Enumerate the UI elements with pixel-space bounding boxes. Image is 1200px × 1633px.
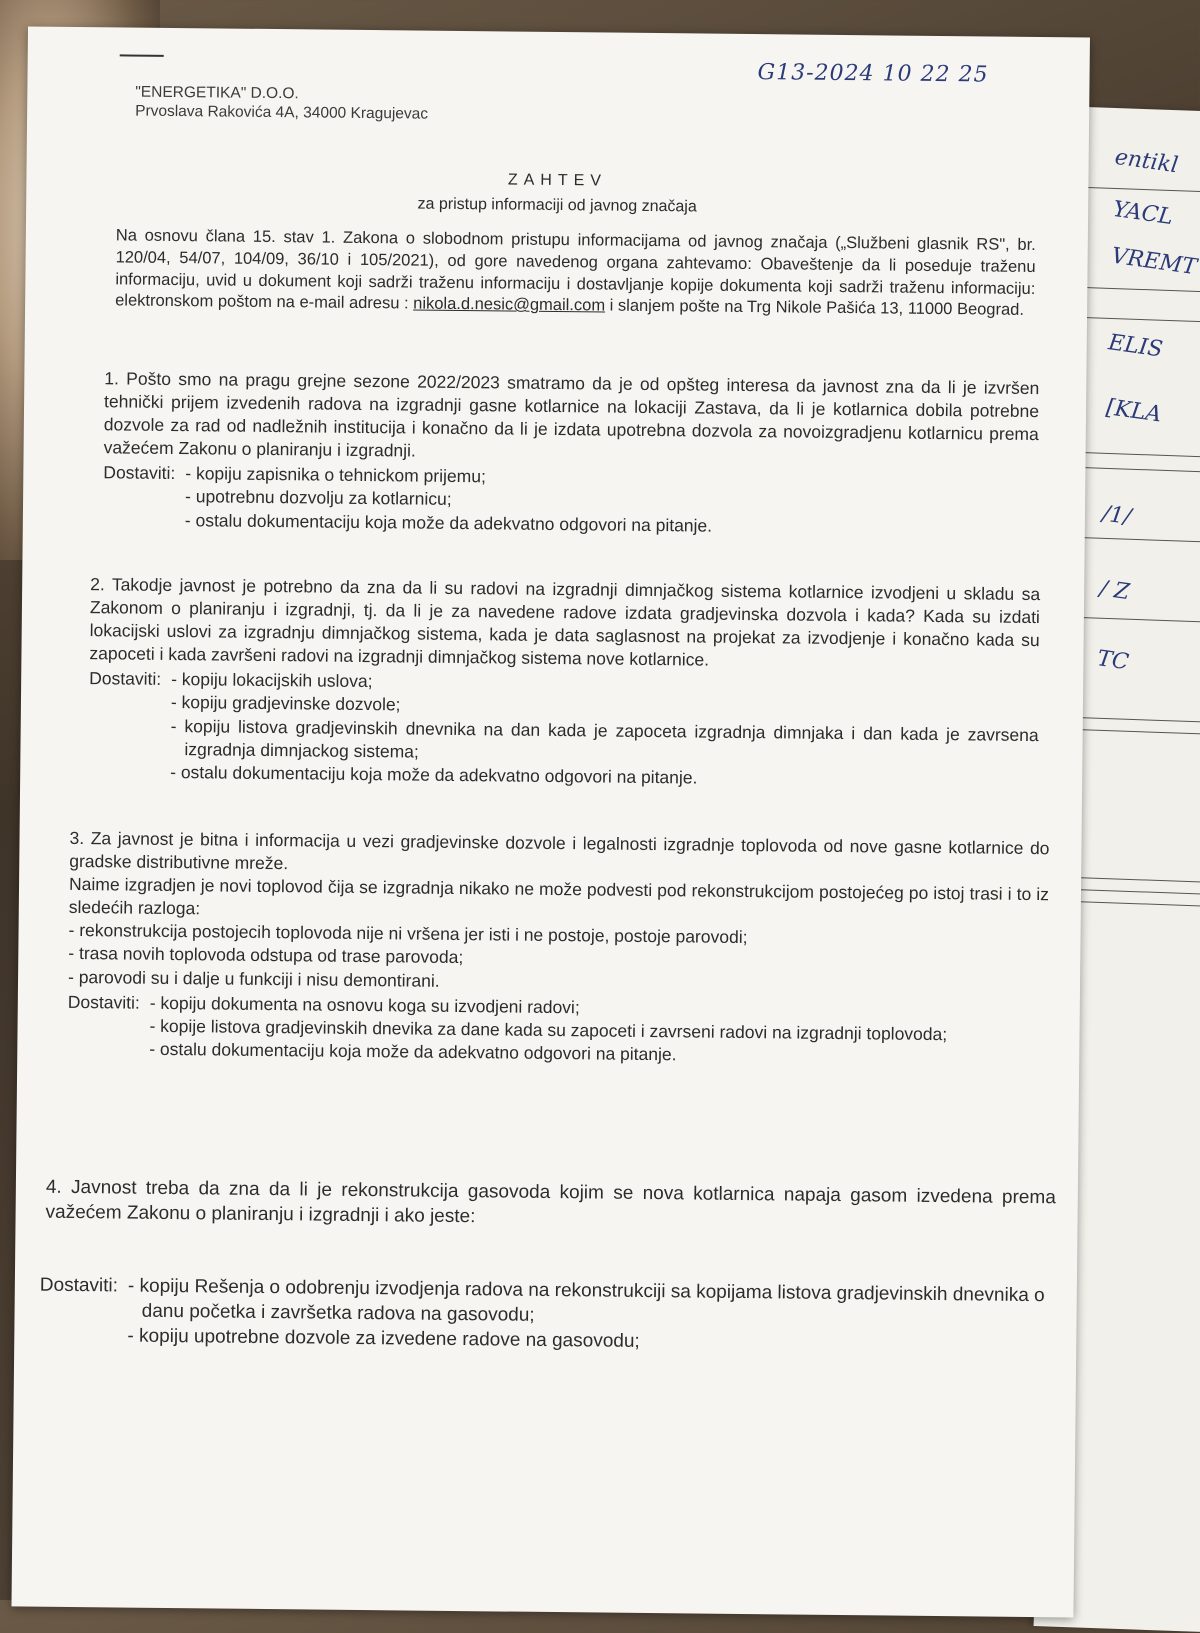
dostaviti-block [67, 991, 1048, 1071]
margin-note: /1/ [1100, 501, 1133, 531]
margin-note: ELIS [1106, 330, 1165, 363]
list-item: - ostalu dokumentaciju koja može da adekvatno odgovori na pitanje. [170, 761, 698, 788]
section-1 [103, 367, 1040, 540]
list-item: - ostalu dokumentaciju koja može da adekvatno odgovori na pitanje. [184, 509, 713, 536]
divider [1072, 537, 1200, 544]
section-3 [67, 827, 1049, 1070]
title: ZAHTEV [507, 171, 608, 190]
list-item: - kopiju gradjevinske dozvole; [170, 692, 401, 715]
divider [1074, 467, 1200, 474]
divider [1065, 729, 1200, 736]
list-item: - upotrebnu dozvolju za kotlarnicu; [184, 486, 452, 510]
document-title [26, 164, 1088, 221]
dostaviti-list [185, 462, 713, 537]
list-item: - kopiju Rešenja o odobrenju izvodjenja radova na rekonstrukciji sa kopijama listova gradjevinskih dnevnika o danu početka i završetka radova na gasovodu; [127, 1275, 1045, 1326]
dostaviti-label: Dostaviti: [89, 668, 162, 690]
section-4-list [39, 1271, 1050, 1359]
list-item: - kopiju listova gradjevinskih dnevnika na dan kada je zapoceta izgradnja dimnjaka i dan kada je zavrsena izgradnja dimnjackog sistema; [170, 715, 1039, 762]
section-text: 1. Pošto smo na pragu grejne sezone 2022/2023 smatramo da je od opšteg interesa da javnost zna da li je izvršen tehnički prijem izvedenih radova na izgradnji gasne kotlarnice na lokaciji Zastava, da li je kotlarnica dobila potrebne dozvole za rad od nadležnih institucija i konačno da li je izdata upotrebna dozvola za novoizgradjenu kotlarnicu prema važećem Zakonu o planiranju i izgradnji. [103, 368, 1040, 461]
handwritten-stamp: G13-2024 10 22 25 [757, 60, 989, 88]
document-page [11, 26, 1089, 1617]
section-text: 3. Za javnost je bitna i informacija u vezi gradjevinske dozvole i legalnosti izgradnje toplovoda od nove gasne kotlarnice do gradske distributivne mreže. [69, 827, 1050, 874]
list-item: - kopiju lokacijskih uslova; [171, 669, 373, 692]
margin-note: VREMT [1109, 243, 1199, 281]
reasons-list [68, 919, 1049, 999]
margin-note: TC [1095, 646, 1131, 676]
dostaviti-block [103, 462, 1039, 541]
margin-note: [KLA [1104, 395, 1163, 428]
dostaviti-block [39, 1273, 1050, 1359]
section-text: 2. Takodje javnost je potrebno da zna da li su radovi na izgradnji dimnjačkog sistema kotlarnice izvodjeni u skladu sa Zakonom o planiranju i izgradnji, tj. da li je za navedene radove izdata gradjevinska dozvola i kada? Kada su izdati lokacijski uslovi za izgradnju dimnjačkog sistema, kada je data saglasnost na projekat za izvodjenje i konačno kada su zapoceti i kada završeni radovi na izgradnji dimnjačkog sistema nove kotlarnice. [89, 574, 1041, 670]
list-item: - ostalu dokumentaciju koja može da adekvatno odgovori na pitanje. [149, 1038, 677, 1065]
margin-note: / Z [1098, 576, 1132, 606]
section-4 [45, 1175, 1055, 1236]
divider [1065, 717, 1200, 724]
intro-text: Na osnovu člana 15. stav 1. Zakona o slobodnom pristupu informacijama od javnog značaja („Službeni glasnik RS", br. 120/04, 54/07, 104/09, 36/10 i 105/2021), od gore navedenog organa zahtevamo: Obaveštenje da li poseduje traženu informaciju, uvid u dokument koji sadrži traženu informaciju i dostavljanje kopije dokumenta koji sadrži traženu informaciju: elektronskom poštom na e-mail adresu : [115, 226, 1036, 313]
organization-name: "ENERGETIKA" D.O.O. [135, 83, 299, 103]
list-item: - kopije listova gradjevinskih dnevika za dane kada su zapoceti i zavrseni radovi na izgradnji toplovoda; [149, 1015, 948, 1044]
section-text: 4. Javnost treba da zna da li je rekonstrukcija gasovoda kojim se nova kotlarnica napaja gasom izvedena prema važećem Zakonu o planiranju i izgradnji i ako jeste: [45, 1176, 1056, 1228]
section-text-2: Naime izgradjen je novi toplovod čija se izgradnja nikako ne može podvesti pod rekonstrukcijom postojećeg po istoj trasi i to iz sledećih razloga: [68, 874, 1050, 919]
email-link[interactable]: nikola.d.nesic@gmail.com [413, 294, 606, 315]
list-item: - kopiju upotrebne dozvole za izvedene radove na gasovodu; [127, 1325, 640, 1353]
list-item: - kopiju dokumenta na osnovu koga su izvodjeni radovi; [149, 992, 580, 1017]
divider [1075, 452, 1200, 459]
divider [1084, 187, 1200, 194]
dostaviti-label: Dostaviti: [103, 462, 176, 484]
dostaviti-list [127, 1274, 1050, 1359]
dostaviti-block [88, 667, 1039, 792]
divider [1069, 617, 1200, 624]
organization-address: Prvoslava Rakovića 4A, 34000 Kragujevac [135, 102, 429, 124]
list-item: - parovodi su i dalje u funkciji i nisu demontirani. [67, 966, 440, 991]
dostaviti-label: Dostaviti: [39, 1274, 119, 1297]
divider [1079, 317, 1200, 324]
list-item: - kopiju zapisnika o tehnickom prijemu; [185, 463, 486, 487]
subtitle: za pristup informaciji od javnog značaja [417, 195, 697, 216]
intro-text-end: i slanjem pošte na Trg Nikole Pašića 13, 11000 Beograd. [605, 296, 1025, 320]
dostaviti-label: Dostaviti: [67, 991, 140, 1013]
margin-note: YACL [1111, 196, 1175, 231]
dostaviti-list [149, 991, 947, 1069]
pen-mark [120, 54, 164, 56]
dostaviti-list [170, 668, 1039, 793]
margin-note: entikl [1113, 144, 1180, 179]
list-item: - rekonstrukcija postojecih toplovoda nije ni vršena jer isti i ne postoje, postoje parovodi; [68, 920, 748, 948]
organization-header [135, 83, 428, 125]
divider [1080, 287, 1200, 294]
intro-paragraph [115, 225, 1036, 322]
section-2 [88, 573, 1040, 793]
list-item: - trasa novih toplovoda odstupa od trase parovoda; [68, 943, 464, 968]
